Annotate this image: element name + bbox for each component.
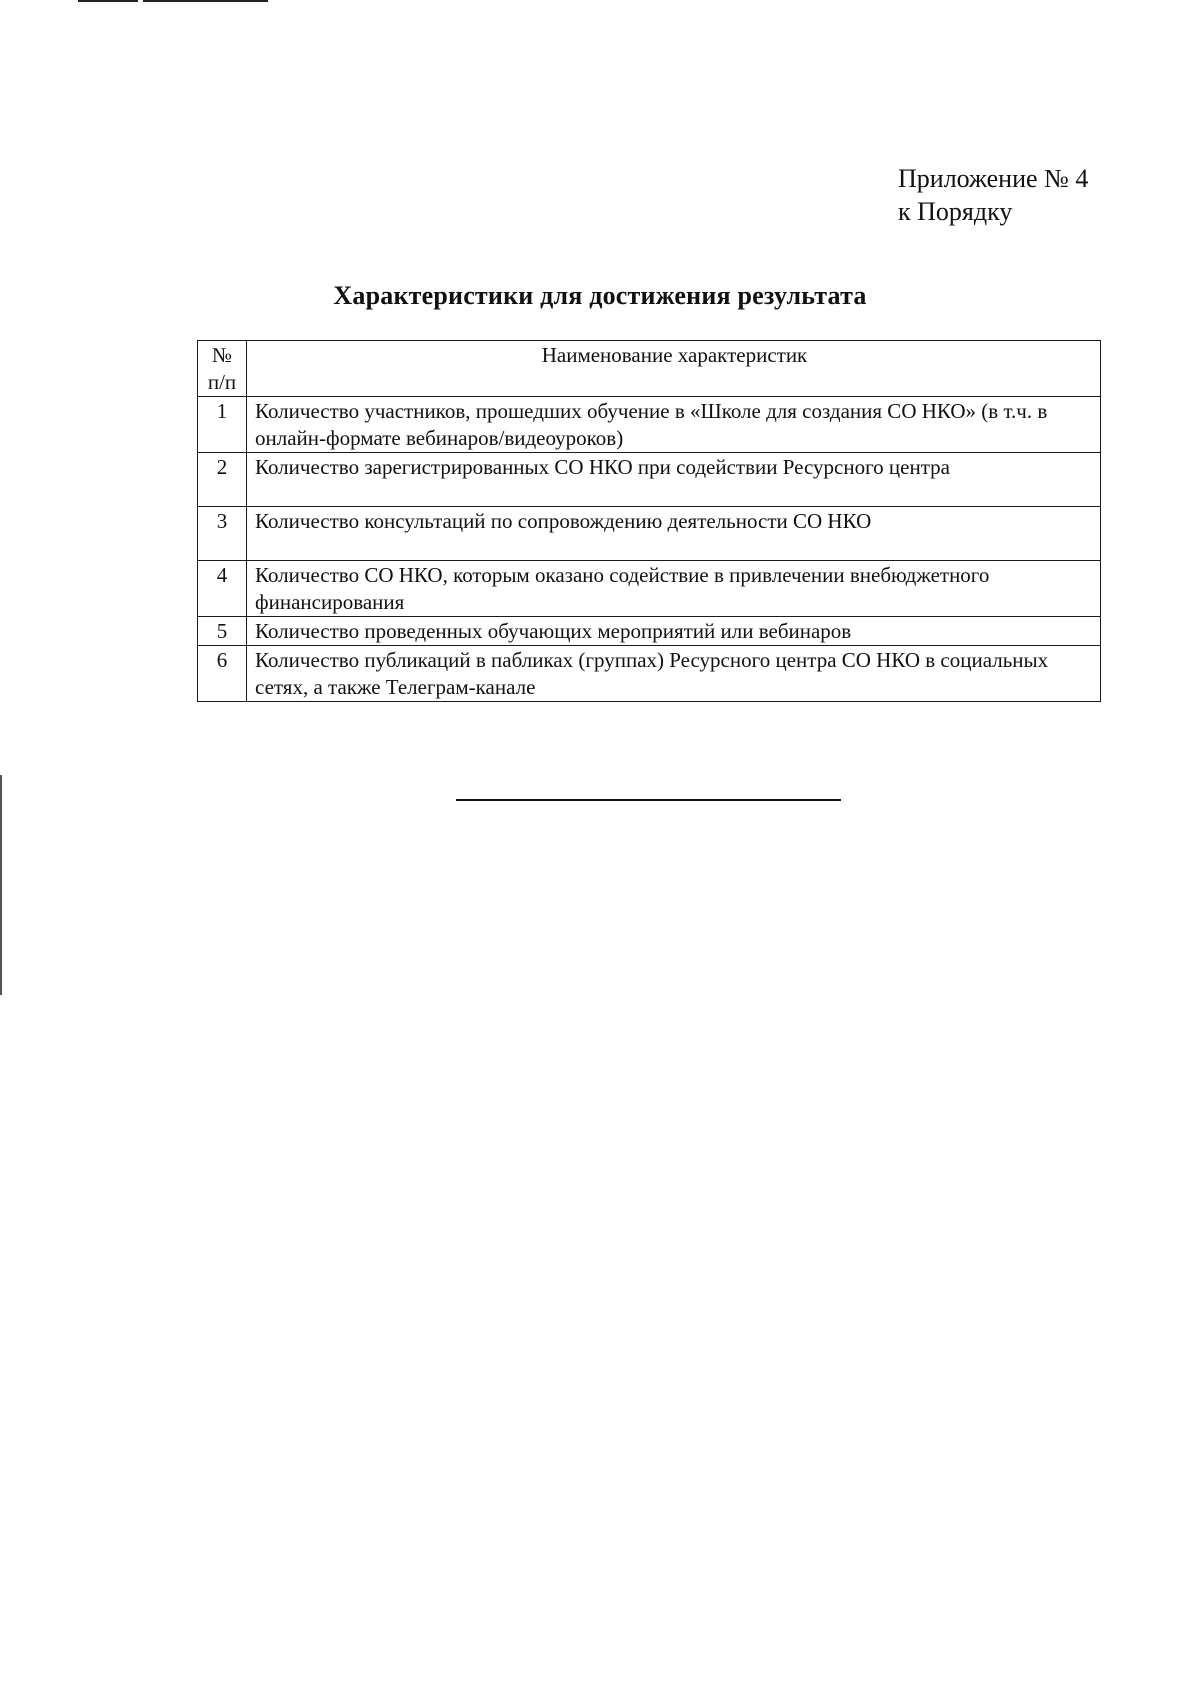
row-characteristic: Количество зарегистрированных СО НКО при содействии Ресурсного центра (247, 453, 1101, 507)
column-header-number: № п/п (198, 341, 247, 397)
table-row (198, 646, 1101, 702)
row-number: 6 (198, 646, 247, 702)
annex-number: Приложение № 4 (898, 164, 1089, 193)
scan-artifact-top-left-2 (143, 0, 268, 2)
row-characteristic: Количество консультаций по сопровождению деятельности СО НКО (247, 507, 1101, 561)
row-characteristic: Количество проведенных обучающих мероприятий или вебинаров (247, 617, 1101, 646)
annex-reference (898, 162, 1088, 228)
column-header-name: Наименование характеристик (247, 341, 1101, 397)
row-number: 2 (198, 453, 247, 507)
table-header-row (198, 341, 1101, 397)
table-row (198, 507, 1101, 561)
row-number: 5 (198, 617, 247, 646)
document-title: Характеристики для достижения результата (333, 281, 867, 310)
row-number: 4 (198, 561, 247, 617)
scan-artifact-top-left (78, 0, 138, 2)
annex-to-order: к Порядку (898, 197, 1013, 226)
row-number: 1 (198, 397, 247, 453)
table-row (198, 617, 1101, 646)
table-row (198, 453, 1101, 507)
table-row (198, 397, 1101, 453)
scan-artifact-left-edge (0, 775, 2, 995)
row-characteristic: Количество публикаций в пабликах (группах) Ресурсного центра СО НКО в социальных сетях, а также Телеграм-канале (247, 646, 1101, 702)
closing-divider-line (456, 799, 841, 801)
row-characteristic: Количество участников, прошедших обучение в «Школе для создания СО НКО» (в т.ч. в онлайн-формате вебинаров/видеоуроков) (247, 397, 1101, 453)
row-characteristic: Количество СО НКО, которым оказано содействие в привлечении внебюджетного финансирования (247, 561, 1101, 617)
table-row (198, 561, 1101, 617)
row-number: 3 (198, 507, 247, 561)
characteristics-table (197, 340, 1101, 702)
